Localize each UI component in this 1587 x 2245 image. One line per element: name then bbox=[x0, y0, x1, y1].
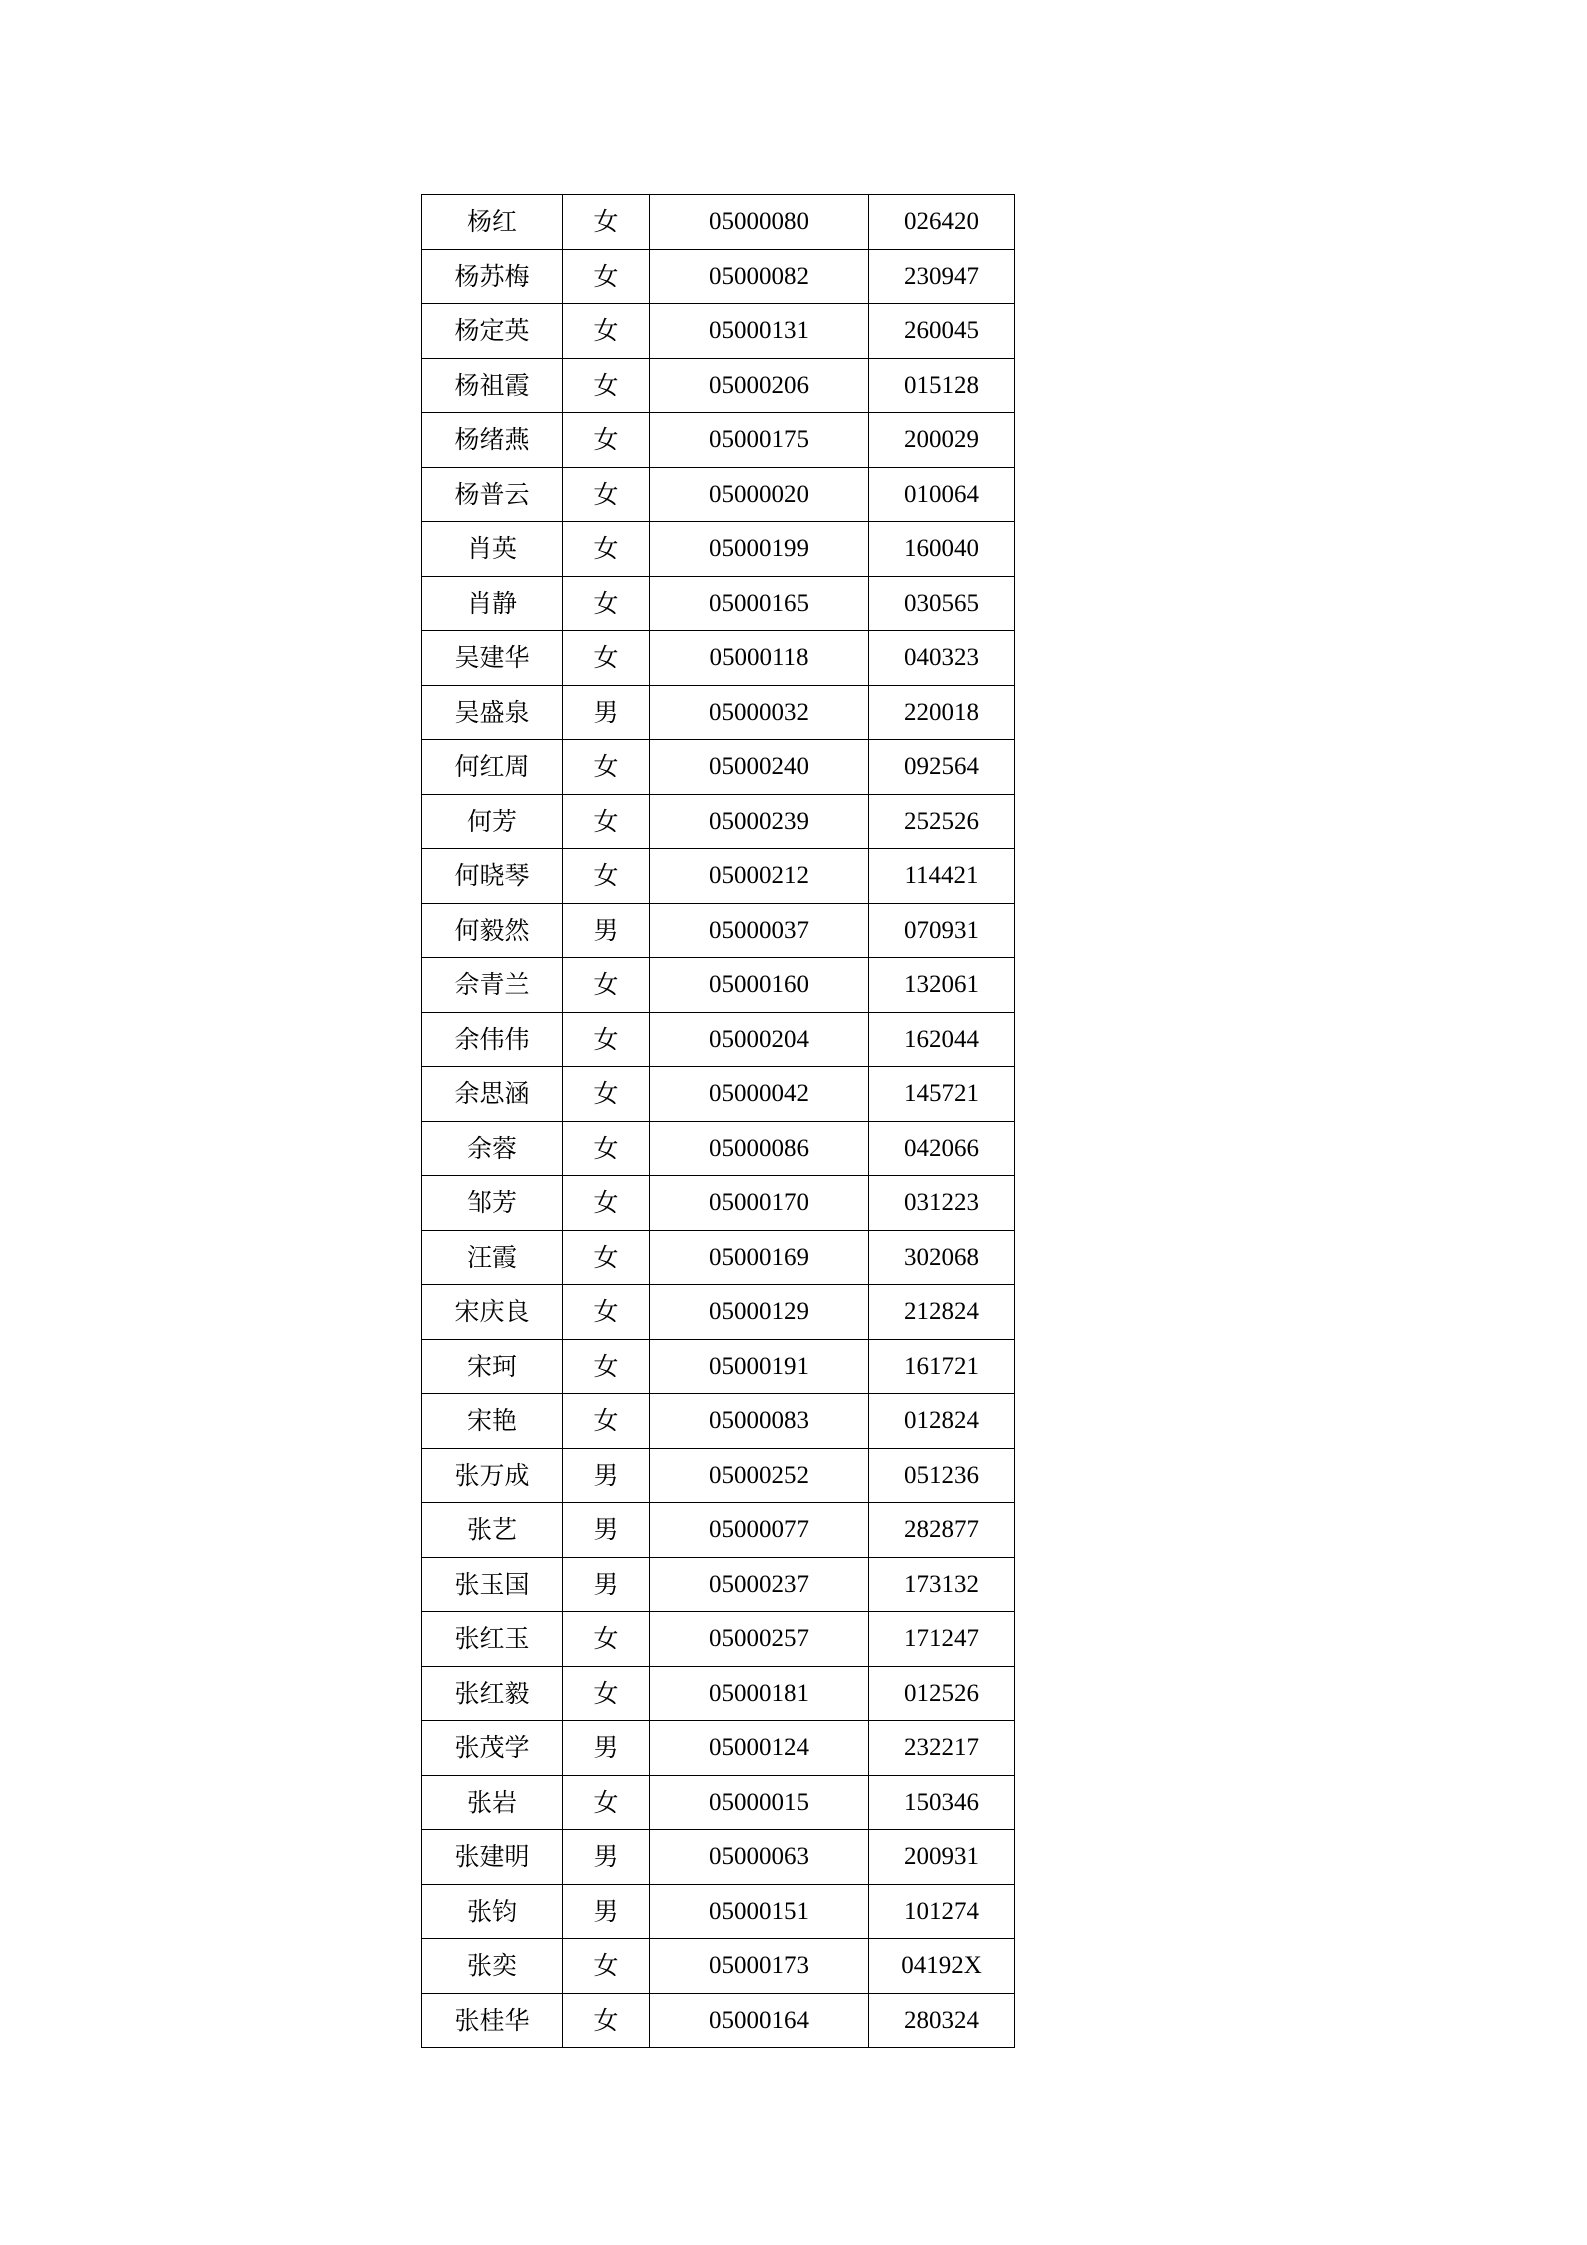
id-number-cell: 05000082 bbox=[650, 249, 869, 304]
table-row bbox=[422, 1394, 1015, 1449]
gender-cell: 男 bbox=[563, 1721, 650, 1776]
name-cell: 杨红 bbox=[422, 195, 563, 250]
code-cell: 101274 bbox=[869, 1884, 1015, 1939]
name-cell: 宋庆良 bbox=[422, 1285, 563, 1340]
code-cell: 173132 bbox=[869, 1557, 1015, 1612]
gender-cell: 女 bbox=[563, 1666, 650, 1721]
gender-cell: 女 bbox=[563, 1939, 650, 1994]
roster-table bbox=[421, 194, 1015, 2048]
name-cell: 张奕 bbox=[422, 1939, 563, 1994]
name-cell: 张红毅 bbox=[422, 1666, 563, 1721]
gender-cell: 女 bbox=[563, 1993, 650, 2048]
gender-cell: 男 bbox=[563, 1830, 650, 1885]
code-cell: 026420 bbox=[869, 195, 1015, 250]
code-cell: 150346 bbox=[869, 1775, 1015, 1830]
name-cell: 何芳 bbox=[422, 794, 563, 849]
table-row bbox=[422, 1721, 1015, 1776]
gender-cell: 女 bbox=[563, 1176, 650, 1231]
code-cell: 162044 bbox=[869, 1012, 1015, 1067]
table-row bbox=[422, 1503, 1015, 1558]
id-number-cell: 05000160 bbox=[650, 958, 869, 1013]
name-cell: 张玉国 bbox=[422, 1557, 563, 1612]
name-cell: 杨绪燕 bbox=[422, 413, 563, 468]
name-cell: 杨定英 bbox=[422, 304, 563, 359]
gender-cell: 女 bbox=[563, 249, 650, 304]
id-number-cell: 05000240 bbox=[650, 740, 869, 795]
name-cell: 杨祖霞 bbox=[422, 358, 563, 413]
gender-cell: 男 bbox=[563, 903, 650, 958]
name-cell: 肖静 bbox=[422, 576, 563, 631]
code-cell: 051236 bbox=[869, 1448, 1015, 1503]
id-number-cell: 05000191 bbox=[650, 1339, 869, 1394]
table-row bbox=[422, 304, 1015, 359]
code-cell: 114421 bbox=[869, 849, 1015, 904]
id-number-cell: 05000037 bbox=[650, 903, 869, 958]
code-cell: 04192X bbox=[869, 1939, 1015, 1994]
id-number-cell: 05000063 bbox=[650, 1830, 869, 1885]
table-row bbox=[422, 1993, 1015, 2048]
name-cell: 肖英 bbox=[422, 522, 563, 577]
gender-cell: 女 bbox=[563, 1121, 650, 1176]
table-row bbox=[422, 413, 1015, 468]
id-number-cell: 05000020 bbox=[650, 467, 869, 522]
id-number-cell: 05000165 bbox=[650, 576, 869, 631]
id-number-cell: 05000118 bbox=[650, 631, 869, 686]
id-number-cell: 05000042 bbox=[650, 1067, 869, 1122]
gender-cell: 男 bbox=[563, 1557, 650, 1612]
gender-cell: 女 bbox=[563, 467, 650, 522]
code-cell: 031223 bbox=[869, 1176, 1015, 1231]
name-cell: 张艺 bbox=[422, 1503, 563, 1558]
gender-cell: 女 bbox=[563, 1775, 650, 1830]
code-cell: 010064 bbox=[869, 467, 1015, 522]
code-cell: 145721 bbox=[869, 1067, 1015, 1122]
code-cell: 042066 bbox=[869, 1121, 1015, 1176]
table-row bbox=[422, 1121, 1015, 1176]
table-row bbox=[422, 1939, 1015, 1994]
name-cell: 宋珂 bbox=[422, 1339, 563, 1394]
id-number-cell: 05000204 bbox=[650, 1012, 869, 1067]
code-cell: 260045 bbox=[869, 304, 1015, 359]
table-row bbox=[422, 1176, 1015, 1231]
table-row bbox=[422, 1012, 1015, 1067]
gender-cell: 女 bbox=[563, 1612, 650, 1667]
table-row bbox=[422, 1230, 1015, 1285]
gender-cell: 女 bbox=[563, 1285, 650, 1340]
code-cell: 161721 bbox=[869, 1339, 1015, 1394]
gender-cell: 女 bbox=[563, 794, 650, 849]
id-number-cell: 05000032 bbox=[650, 685, 869, 740]
name-cell: 杨普云 bbox=[422, 467, 563, 522]
table-row bbox=[422, 1775, 1015, 1830]
code-cell: 200029 bbox=[869, 413, 1015, 468]
gender-cell: 女 bbox=[563, 304, 650, 359]
name-cell: 张岩 bbox=[422, 1775, 563, 1830]
table-row bbox=[422, 849, 1015, 904]
table-row bbox=[422, 576, 1015, 631]
gender-cell: 女 bbox=[563, 522, 650, 577]
gender-cell: 男 bbox=[563, 1503, 650, 1558]
id-number-cell: 05000080 bbox=[650, 195, 869, 250]
code-cell: 282877 bbox=[869, 1503, 1015, 1558]
table-row bbox=[422, 1612, 1015, 1667]
gender-cell: 女 bbox=[563, 1230, 650, 1285]
id-number-cell: 05000151 bbox=[650, 1884, 869, 1939]
table-row bbox=[422, 467, 1015, 522]
id-number-cell: 05000129 bbox=[650, 1285, 869, 1340]
code-cell: 212824 bbox=[869, 1285, 1015, 1340]
name-cell: 张万成 bbox=[422, 1448, 563, 1503]
table-row bbox=[422, 685, 1015, 740]
name-cell: 何晓琴 bbox=[422, 849, 563, 904]
table-row bbox=[422, 1285, 1015, 1340]
table-row bbox=[422, 358, 1015, 413]
gender-cell: 女 bbox=[563, 358, 650, 413]
id-number-cell: 05000086 bbox=[650, 1121, 869, 1176]
gender-cell: 女 bbox=[563, 849, 650, 904]
table-row bbox=[422, 1067, 1015, 1122]
table-row bbox=[422, 195, 1015, 250]
code-cell: 092564 bbox=[869, 740, 1015, 795]
code-cell: 160040 bbox=[869, 522, 1015, 577]
table-row bbox=[422, 958, 1015, 1013]
name-cell: 余伟伟 bbox=[422, 1012, 563, 1067]
code-cell: 040323 bbox=[869, 631, 1015, 686]
gender-cell: 女 bbox=[563, 576, 650, 631]
table-row bbox=[422, 903, 1015, 958]
table-row bbox=[422, 249, 1015, 304]
gender-cell: 女 bbox=[563, 1012, 650, 1067]
gender-cell: 女 bbox=[563, 195, 650, 250]
code-cell: 012824 bbox=[869, 1394, 1015, 1449]
code-cell: 171247 bbox=[869, 1612, 1015, 1667]
gender-cell: 女 bbox=[563, 740, 650, 795]
code-cell: 280324 bbox=[869, 1993, 1015, 2048]
id-number-cell: 05000170 bbox=[650, 1176, 869, 1231]
name-cell: 邹芳 bbox=[422, 1176, 563, 1231]
code-cell: 302068 bbox=[869, 1230, 1015, 1285]
name-cell: 吴盛泉 bbox=[422, 685, 563, 740]
name-cell: 张钧 bbox=[422, 1884, 563, 1939]
code-cell: 252526 bbox=[869, 794, 1015, 849]
gender-cell: 女 bbox=[563, 958, 650, 1013]
id-number-cell: 05000164 bbox=[650, 1993, 869, 2048]
code-cell: 030565 bbox=[869, 576, 1015, 631]
id-number-cell: 05000239 bbox=[650, 794, 869, 849]
name-cell: 张红玉 bbox=[422, 1612, 563, 1667]
id-number-cell: 05000083 bbox=[650, 1394, 869, 1449]
id-number-cell: 05000175 bbox=[650, 413, 869, 468]
id-number-cell: 05000015 bbox=[650, 1775, 869, 1830]
id-number-cell: 05000199 bbox=[650, 522, 869, 577]
id-number-cell: 05000181 bbox=[650, 1666, 869, 1721]
code-cell: 012526 bbox=[869, 1666, 1015, 1721]
table-row bbox=[422, 1448, 1015, 1503]
id-number-cell: 05000169 bbox=[650, 1230, 869, 1285]
gender-cell: 男 bbox=[563, 685, 650, 740]
code-cell: 132061 bbox=[869, 958, 1015, 1013]
name-cell: 宋艳 bbox=[422, 1394, 563, 1449]
name-cell: 何毅然 bbox=[422, 903, 563, 958]
table-row bbox=[422, 740, 1015, 795]
table-row bbox=[422, 1557, 1015, 1612]
table-row bbox=[422, 522, 1015, 577]
table-row bbox=[422, 1339, 1015, 1394]
table-row bbox=[422, 631, 1015, 686]
id-number-cell: 05000131 bbox=[650, 304, 869, 359]
name-cell: 余思涵 bbox=[422, 1067, 563, 1122]
gender-cell: 女 bbox=[563, 1394, 650, 1449]
name-cell: 吴建华 bbox=[422, 631, 563, 686]
gender-cell: 女 bbox=[563, 631, 650, 686]
table-row bbox=[422, 794, 1015, 849]
code-cell: 200931 bbox=[869, 1830, 1015, 1885]
roster-table-body bbox=[422, 195, 1015, 2048]
gender-cell: 男 bbox=[563, 1448, 650, 1503]
table-row bbox=[422, 1884, 1015, 1939]
id-number-cell: 05000257 bbox=[650, 1612, 869, 1667]
table-row bbox=[422, 1666, 1015, 1721]
id-number-cell: 05000212 bbox=[650, 849, 869, 904]
code-cell: 015128 bbox=[869, 358, 1015, 413]
id-number-cell: 05000077 bbox=[650, 1503, 869, 1558]
name-cell: 张茂学 bbox=[422, 1721, 563, 1776]
name-cell: 汪霞 bbox=[422, 1230, 563, 1285]
gender-cell: 女 bbox=[563, 1339, 650, 1394]
table-row bbox=[422, 1830, 1015, 1885]
code-cell: 232217 bbox=[869, 1721, 1015, 1776]
name-cell: 佘青兰 bbox=[422, 958, 563, 1013]
gender-cell: 女 bbox=[563, 413, 650, 468]
name-cell: 张桂华 bbox=[422, 1993, 563, 2048]
gender-cell: 男 bbox=[563, 1884, 650, 1939]
name-cell: 张建明 bbox=[422, 1830, 563, 1885]
gender-cell: 女 bbox=[563, 1067, 650, 1122]
id-number-cell: 05000237 bbox=[650, 1557, 869, 1612]
code-cell: 230947 bbox=[869, 249, 1015, 304]
name-cell: 杨苏梅 bbox=[422, 249, 563, 304]
id-number-cell: 05000206 bbox=[650, 358, 869, 413]
id-number-cell: 05000252 bbox=[650, 1448, 869, 1503]
name-cell: 余蓉 bbox=[422, 1121, 563, 1176]
id-number-cell: 05000124 bbox=[650, 1721, 869, 1776]
code-cell: 220018 bbox=[869, 685, 1015, 740]
id-number-cell: 05000173 bbox=[650, 1939, 869, 1994]
code-cell: 070931 bbox=[869, 903, 1015, 958]
name-cell: 何红周 bbox=[422, 740, 563, 795]
